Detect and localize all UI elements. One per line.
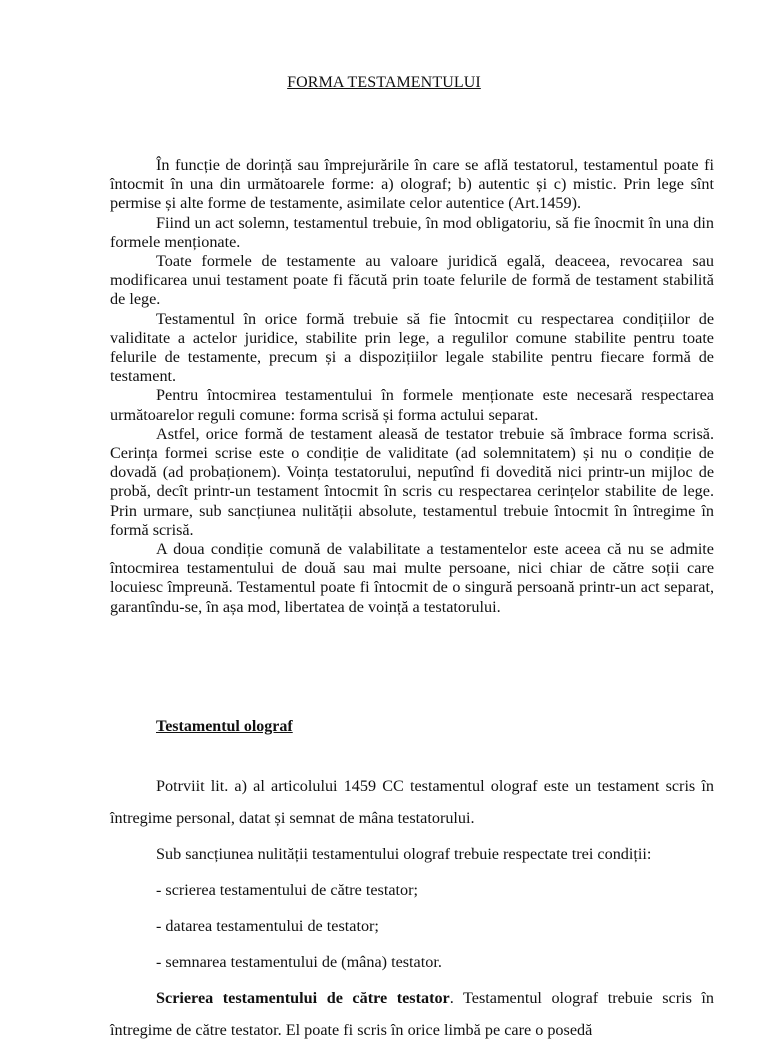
paragraph-common-rules: Pentru întocmirea testamentului în formele menționate este necesară respectarea următoarelor reguli comune: forma scrisă și forma actului separat. xyxy=(110,386,714,424)
paragraph-equal-value: Toate formele de testamente au valoare juridică egală, deaceea, revocarea sau modificarea unui testament poate fi făcută prin toate felurile de formă de testament stabilită de lege. xyxy=(110,252,714,309)
condition-item: - scrierea testamentului de către testator; xyxy=(156,881,419,899)
paragraph-three-conditions: Sub sancțiunea nulității testamentului olograf trebuie respectate trei condiții: xyxy=(156,845,652,863)
paragraph-solemn-act: Fiind un act solemn, testamentul trebuie, în mod obligatoriu, să fie înocmit în una din formele menționate. xyxy=(110,213,714,251)
condition-item: - datarea testamentului de testator; xyxy=(156,917,379,935)
condition-item: - semnarea testamentului de (mâna) testator. xyxy=(156,953,442,971)
section-heading: Testamentul olograf xyxy=(156,718,293,735)
paragraph-written-form: Astfel, orice formă de testament aleasă de testator trebuie să îmbrace forma scrisă. Cerința formei scrise este o condiție de validitate (ad solemnitatem) și nu o condiție de dovadă (ad probaționem). Voința testatorului, neputînd fi dovedită nici printr-un mijloc de probă, decît printr-un testament întocmit în scris cu respectarea cerințelor stabilite de lege. Prin urmare, sub sancțiunea nulității absolute, testamentul trebuie întocmit în întregime în formă scrisă. xyxy=(110,424,714,539)
paragraph-writing-by-testator xyxy=(110,982,714,1046)
bold-lead-in: Scrierea testamentului de către testator xyxy=(156,989,450,1007)
olograph-section xyxy=(110,770,714,1046)
intro-section xyxy=(110,156,714,617)
paragraph-separate-act: A doua condiție comună de valabilitate a testamentelor este aceea că nu se admite întocmirea testamentului de două sau mai multe persoane, nici chiar de către soții care locuiesc împreună. Testamentul poate fi întocmit de o singură persoană printr-un act separat, garantîndu-se, în așa mod, libertatea de voință a testatorului. xyxy=(110,540,714,616)
document-title: FORMA TESTAMENTULUI xyxy=(287,74,481,91)
paragraph-olograph-definition: Potrviit lit. a) al articolului 1459 CC testamentul olograf este un testament scris în întregime personal, datat și semnat de mâna testatorului. xyxy=(110,777,714,827)
paragraph-forms: În funcție de dorință sau împrejurările în care se află testatorul, testamentul poate fi întocmit în una din următoarele forme: a) olograf; b) autentic și c) mistic. Prin lege sînt permise și alte forme de testamente, asimilate celor autentice (Art.1459). xyxy=(110,156,714,213)
paragraph-continuation: . Testamentul olograf trebuie scris în întregime de către testator. El poate fi scris în orice limbă pe care o posedă xyxy=(110,989,715,1039)
paragraph-validity-conditions: Testamentul în orice formă trebuie să fie întocmit cu respectarea condițiilor de validitate a actelor juridice, stabilite prin lege, a regulilor comune stabilite pentru toate felurile de testamente, precum și a dispozițiilor legale stabilite pentru fiecare formă de testament. xyxy=(110,309,714,386)
